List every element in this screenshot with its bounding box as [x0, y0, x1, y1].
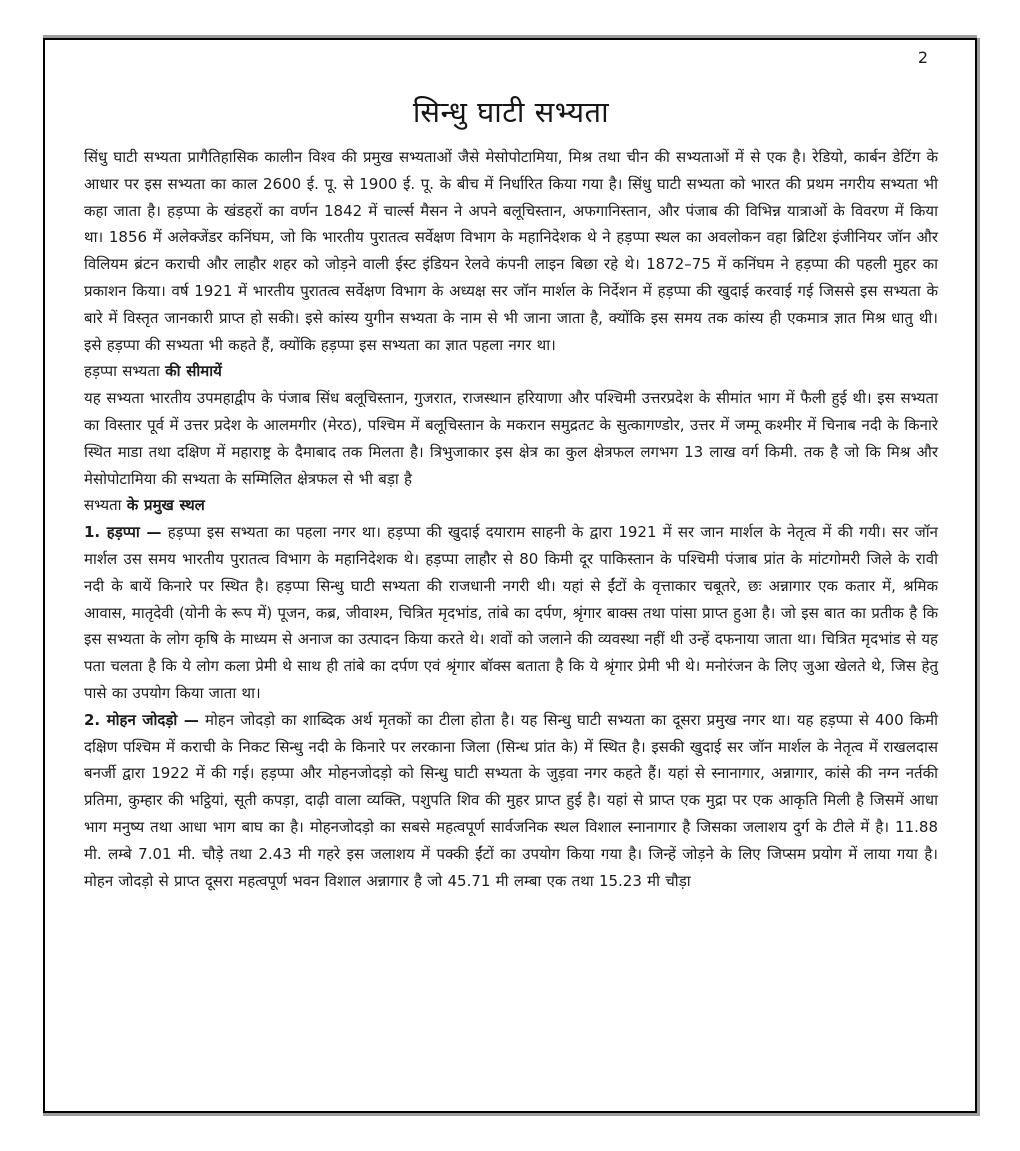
- page-number: 2: [917, 48, 928, 67]
- heading-sites-prefix: सभ्यता: [84, 496, 127, 515]
- heading-sites-bold: के प्रमुख स्थल: [126, 496, 205, 515]
- site1-leader: 1. हड़प्पा —: [84, 523, 162, 542]
- heading-boundaries-prefix: हड़प्पा सभ्यता: [84, 362, 166, 381]
- site-item-harappa: [84, 519, 938, 707]
- section-heading-sites: [84, 492, 938, 519]
- site1-text: हड़प्पा इस सभ्यता का पहला नगर था। हड़प्पा की खुदाई दयाराम साहनी के द्वारा 1921 में सर जान मार्शल के नेतृत्व में की गयी। सर जॉन मार्शल उस समय भारतीय पुरातत्व विभाग के महानिदेशक थे। हड़प्पा लाहौर से 80 किमी दूर पाकिस्तान के पश्चिमी पंजाब प्रांत के मांटगोमरी जिले के रावी नदी के बायें किनारे पर स्थित है। हड़प्पा सिन्धु घाटी सभ्यता की राजधानी नगरी थी। यहां से ईंटों के वृत्ताकार चबूतरे, छः अन्नागार एक कतार में, श्रमिक आवास, मातृदेवी (योनी के रूप में) पूजन, कब्र, जीवाश्म, चित्रित मृदभांड, तांबे का दर्पण, श्रृंगार बाक्स तथा पांसा प्राप्त हुआ है। जो इस बात का प्रतीक है कि इस सभ्यता के लोग कृषि के माध्यम से अनाज का उत्पादन किया करते थे। शवों को जलाने की व्यवस्था नहीं थी उन्हें दफनाया जाता था। चित्रित मृदभांड से यह पता चलता है कि ये लोग कला प्रेमी थे साथ ही तांबे का दर्पण एवं श्रृंगार बॉक्स बताता है कि ये श्रृंगार प्रेमी भी थे। मनोरंजन के लिए जुआ खेलते थे, जिस हेतु पासे का उपयोग किया जाता था।: [84, 523, 938, 702]
- heading-boundaries-bold: की सीमायें: [165, 362, 222, 381]
- boundaries-paragraph: यह सभ्यता भारतीय उपमहाद्वीप के पंजाब सिंध बलूचिस्तान, गुजरात, राजस्थान हरियाणा और पश्चिमी उत्तरप्रदेश के सीमांत भाग में फैली हुई थी। इस सभ्यता का विस्तार पूर्व में उत्तर प्रदेश के आलमगीर (मेरठ), पश्चिम में बलूचिस्तान के मकरान समुद्रतट के सुत्कागण्डोर, उत्तर में जम्मू कश्मीर में चिनाब नदी के किनारे स्थित माडा तथा दक्षिण में महाराष्ट्र के दैमाबाद तक मिलता है। त्रिभुजाकार इस क्षेत्र का कुल क्षेत्रफल लगभग 13 लाख वर्ग किमी. तक है जो कि मिश्र और मेसोपोटामिया की सभ्यता के सम्मिलित क्षेत्रफल से भी बड़ा है: [84, 389, 938, 488]
- intro-paragraph: सिंधु घाटी सभ्यता प्रागैतिहासिक कालीन विश्व की प्रमुख सभ्यताओं जैसे मेसोपोटामिया, मिश्र तथा चीन की सभ्यताओं में से एक है। रेडियो, कार्बन डेटिंग के आधार पर इस सभ्यता का काल 2600 ई. पू. से 1900 ई. पू. के बीच में निर्धारित किया गया है। सिंधु घाटी सभ्यता को भारत की प्रथम नगरीय सभ्यता भी कहा जाता है। हड़प्पा के खंडहरों का वर्णन 1842 में चार्ल्स मैसन ने अपने बलूचिस्तान, अफगानिस्तान, और पंजाब की विभिन्न यात्राओं के विवरण में किया था। 1856 में अलेक्जेंडर कनिंघम, जो कि भारतीय पुरातत्व सर्वेक्षण विभाग के महानिदेशक थे ने हड़प्पा स्थल का अवलोकन वहा ब्रिटिश इंजीनियर जॉन और विलियम ब्रंटन कराची और लाहौर शहर को जोड़ने वाली ईस्ट इंडियन रेलवे कंपनी लाइन बिछा रहे थे। 1872–75 में कनिंघम ने हड़प्पा की पहली मुहर का प्रकाशन किया। वर्ष 1921 में भारतीय पुरातत्व सर्वेक्षण विभाग के अध्यक्ष सर जॉन मार्शल के निर्देशन में हड़प्पा की खुदाई करवाई गई जिससे इस सभ्यता के बारे में विस्तृत जानकारी प्राप्त हो सकी। इसे कांस्य युगीन सभ्यता के नाम से भी जाना जाता है, क्योंकि इस समय तक कांस्य ही एकमात्र ज्ञात मिश्र धातु थी। इसे हड़प्पा की सभ्यता भी कहते हैं, क्योंकि हड़प्पा इस सभ्यता का ज्ञात पहला नगर था।: [84, 148, 938, 354]
- document-title: सिन्धु घाटी सभ्यता: [412, 95, 610, 129]
- page-frame: [43, 38, 977, 1113]
- site2-leader: 2. मोहन जोदड़ो —: [84, 710, 199, 729]
- section-heading-boundaries: [84, 358, 938, 385]
- site2-text: मोहन जोदड़ो का शाब्दिक अर्थ मृतकों का टीला होता है। यह सिन्धु घाटी सभ्यता का दूसरा प्रमुख नगर था। यह हड़प्पा से 400 किमी दक्षिण पश्चिम में कराची के निकट सिन्धु नदी के किनारे पर लरकाना जिला (सिन्ध प्रांत के) में स्थित है। इसकी खुदाई सर जॉन मार्शल के नेतृत्व में राखलदास बनर्जी द्वारा 1922 में की गई। हड़प्पा और मोहनजोदड़ो को सिन्धु घाटी सभ्यता के जुड़वा नगर कहते हैं। यहां से स्नानागार, अन्नागार, कांसे की नग्न नर्तकी प्रतिमा, कुम्हार की भट्ठियां, सूती कपड़ा, दाढ़ी वाला व्यक्ति, पशुपति शिव की मुहर प्राप्त हुई है। यहां से प्राप्त एक मुद्रा पर एक आकृति मिली है जिसमें आधा भाग मनुष्य तथा आधा भाग बाघ का है। मोहनजोदड़ो का सबसे महत्वपूर्ण सार्वजनिक स्थल विशाल स्नानागार है जिसका जलाशय दुर्ग के टीले में है। 11.88 मी. लम्बे 7.01 मी. चौड़े तथा 2.43 मी गहरे इस जलाशय में पक्की ईंटों का उपयोग किया गया है। जिन्हें जोड़ने के लिए जिप्सम प्रयोग में लाया गया है। मोहन जोदड़ो से प्राप्त दूसरा महत्वपूर्ण भवन विशाल अन्नागार है जो 45.71 मी लम्बा एक तथा 15.23 मी चौड़ा: [84, 710, 938, 890]
- site-item-mohenjodaro: [84, 707, 938, 895]
